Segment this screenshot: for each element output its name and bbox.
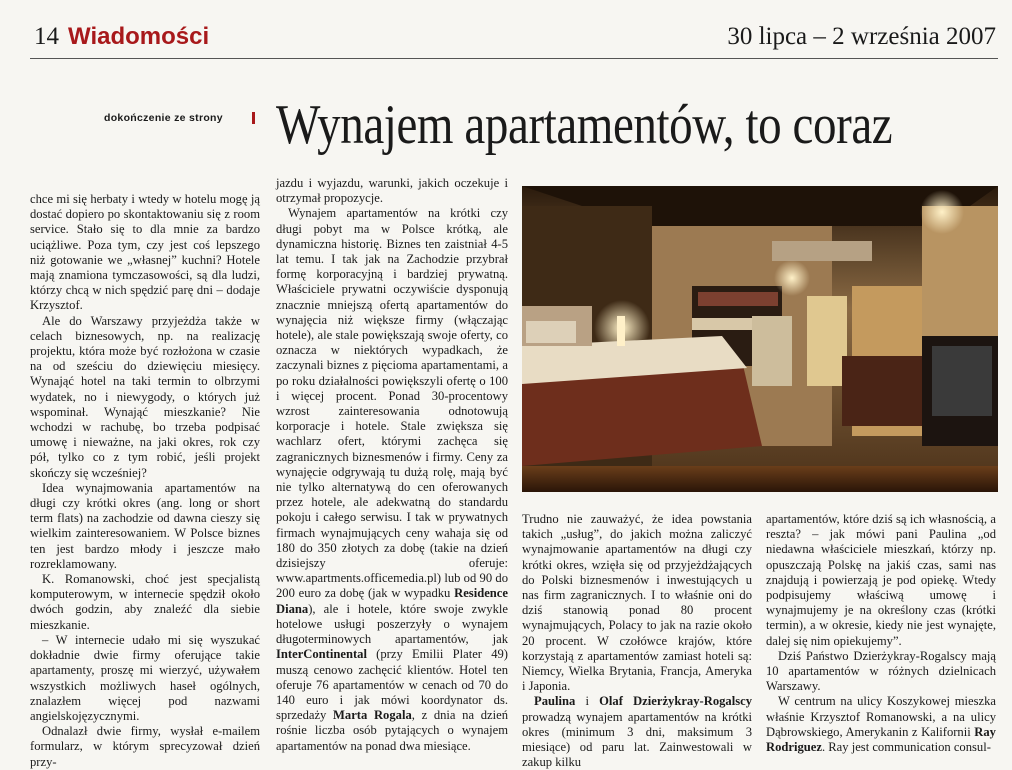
- page-number: 14: [34, 23, 59, 50]
- kicker-marker: [252, 112, 255, 124]
- header-rule: [30, 58, 998, 59]
- paragraph: Dziś Państwo Dzierżykray-Rogalscy mają 10 apartamentów w różnych dzielnicach Warszawy.: [766, 648, 996, 694]
- paragraph: – W internecie udało mi się wyszukać dokładnie dwie firmy oferujące takie apartamenty, proszę mi wierzyć, używałem wszystkich możliwych haseł ogólnych, znalazłem więcej pod nazwami angielskojęzycznymi.: [30, 632, 260, 723]
- paragraph: Odnalazł dwie firmy, wysłał e-mailem formularz, w którym sprecyzował dzień przy-: [30, 724, 260, 769]
- name-ray-rodriguez: Ray Rodriguez: [766, 724, 996, 755]
- paragraph: Trudno nie zauważyć, że idea powstania takich „usług”, do jakich można zaliczyć wynajmowanie apartamentów na długi czy krótki okres, wzięła się od przyjeżdżających do Polski biznesmenów i inwestujących u nas firm zagranicznych. I to właśnie oni do dziś stanowią ponad 80 procent wynajmujących, Polacy to jak na razie około 20 procent. W czołówce krajów, które korzystają z apartamentów zamiast hoteli są: Niemcy, Wielka Brytania, Francja, Ameryka i Japonia.: [522, 512, 752, 694]
- name-paulina: Paulina: [534, 694, 576, 709]
- paragraph: apartamentów, które dziś są ich własnością, a reszta? – jak mówi pani Paulina „od niedawna właściciele mieszkań, którzy np. opuszczają Polskę na jakiś czas, sami nas znajdują i powierzają je pod opiekę. Wtedy podpisujemy właściwą umowę i wynajmujemy je na określony czas (krótki termin), a w okresie, kiedy nie jest wynajęte, dalej się nim opiekujemy”.: [766, 512, 996, 648]
- paragraph: K. Romanowski, choć jest specjalistą komputerowym, w internecie spędził około dwóch godzin, aby znaleźć dla siebie mieszkanie.: [30, 572, 260, 632]
- apartment-interior-illustration: [522, 186, 998, 492]
- article-column-3: [522, 512, 752, 770]
- name-olaf: Olaf Dzierżykray-Rogalscy: [599, 694, 752, 709]
- issue-date: 30 lipca – 2 września 2007: [727, 23, 996, 50]
- name-residence-diana: Residence Diana: [276, 586, 508, 616]
- paragraph: chce mi się herbaty i wtedy w hotelu mogę ją dostać dopiero po skontaktowaniu się z room service. Stało się to dla mnie za bardzo uciążliwe. Poza tym, czy jest coś lepszego niż gotowanie we „własnej” kuchni? Hotele mają znamiona tymczasowości, są dla ludzi, którzy chcą w nich spędzić parę dni – dodaje Krzysztof.: [30, 192, 260, 313]
- headline: Wynajem apartamentów, to coraz: [276, 94, 893, 156]
- article-column-4: [766, 512, 996, 755]
- paragraph: Paulina i Olaf Dzierżykray-Rogalscy prowadzą wynajem apartamentów na krótki okres (minimum 3 dni, maksimum 3 miesiące) od paru lat. Zainwestowali w zakup kilku: [522, 694, 752, 770]
- paragraph: jazdu i wyjazdu, warunki, jakich oczekuje i otrzymał propozycje.: [276, 176, 508, 206]
- paragraph: Wynajem apartamentów na krótki czy długi pobyt ma w Polsce krótką, ale dynamiczna historię. Biznes ten zaistniał 4-5 lat temu. I tak jak na Zachodzie przybrał formę korporacyjną i bardziej prywatną. Właściciele prywatni oczywiście dysponują znacznie mniejszą ofertą apartamentów do wynajęcia niż większe firmy (włączając hotele), ale stale powiększają swoje oferty, co oznacza w niektórych wypadkach, że zaczynali biznes z pięcioma apartamentami, a po roku działalności powiększyli ofertę o 100 i więcej procent. Ponad 30-procentowy wzrost zainteresowania odnotowują korporacje i hotele. Stale zwiększa się wachlarz ofert, którymi zachęca się zagranicznych biznesmenów i firmy. Ceny za wynajęcie odgrywają tu dużą rolę, mają być nie tylko alternatywą do cen oferowanych przez hotele, ale adekwatną do standardu pokoju i całego serwisu. I tak w prywatnych firmach wynajmujących ceny wahaja się od 180 do 350 złotych za dobę (takie na dzień dzisiejszy oferuje: www.apartments.officemedia.pl) lub od 90 do 200 euro za dobę (jak w wypadku Residence Diana), ale i hotele, które swoje zwykle hotelowe usługi poszerzyły o wynajem długoterminowych apartamentów, jak InterContinental (przy Emilii Plater 49) muszą cenowo zachęcić klientów. Hotel ten oferuje 76 apartamentów w cenach od 70 do 140 euro i jak mówi koordynator ds. sprzedaży Marta Rogala, z dnia na dzień rośnie liczba osób pytających o wynajem apartamentów na ponad dwa miesiące.: [276, 206, 508, 753]
- article-column-1: [30, 192, 260, 770]
- apartment-photo: [522, 186, 998, 492]
- page-header: [0, 0, 1012, 62]
- name-marta-rogala: Marta Rogala: [333, 708, 412, 723]
- paragraph: Ale do Warszawy przyjeżdża także w celach biznesowych, np. na realizację projektu, która może być rozłożona w czasie na od sześciu do dziewięciu miesięcy. Wynająć hotel na taki termin to olbrzymi wydatek, no i niewygody, o których już wspominał. Wynająć mieszkanie? Nie wchodzi w rachubę, bo trzeba podpisać umowę i nieważne, na jaki okres, rok czy pół, tylko co z tym robić, jeśli projekt skończy się wcześniej?: [30, 313, 260, 480]
- paragraph: Idea wynajmowania apartamentów na długi czy krótki okres (ang. long or short term flats) na zachodzie od dawna cieszy się wielkim zainteresowaniem. W Polsce biznes ten jest bardzo młody i jeszcze mało rozreklamowany.: [30, 480, 260, 571]
- section-title: Wiadomości: [68, 23, 210, 50]
- name-intercontinental: InterContinental: [276, 647, 367, 662]
- paragraph: W centrum na ulicy Koszykowej mieszka właśnie Krzysztof Romanowski, a na ulicy Dąbrowskiego, Amerykanin z Kalifornii Ray Rodriguez. Ray jest communication consul-: [766, 694, 996, 755]
- continuation-kicker: dokończenie ze strony: [104, 112, 223, 124]
- article-column-2: [276, 176, 508, 754]
